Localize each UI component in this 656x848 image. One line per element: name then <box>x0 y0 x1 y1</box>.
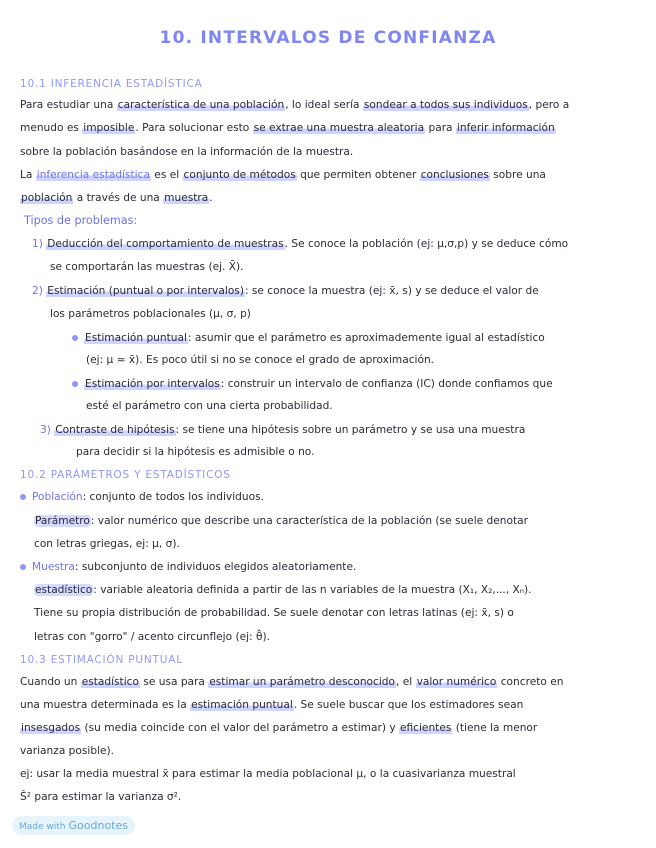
bullet-item: Estimación puntual: asumir que el parámetro es aproximademente igual al estadístico <box>72 333 545 344</box>
paragraph-line: ej: usar la media muestral x̄ para estimar la media poblacional μ, o la cuasivarianza muestral <box>20 768 516 780</box>
paragraph-line: La inferencia estadística es el conjunto de métodos que permiten obtener conclusiones sobre una <box>20 169 546 181</box>
paragraph-line: varianza posible). <box>20 745 115 757</box>
definition-line: estadístico: variable aleatoria definida a partir de las n variables de la muestra (X₁, X₂,..., Xₙ). <box>35 584 532 596</box>
paragraph-line: sobre la población basándose en la información de la muestra. <box>20 146 354 158</box>
section-heading-inferencia: 10.1 INFERENCIA ESTADÍSTICA <box>20 78 203 90</box>
paragraph-line: insesgados (su media coincide con el valor del parámetro a estimar) y eficientes (tiene la menor <box>21 722 538 734</box>
bullet-item: Estimación por intervalos: construir un intervalo de confianza (IC) donde confiamos que <box>72 379 553 390</box>
tipos-heading: Tipos de problemas: <box>24 214 138 227</box>
paragraph-line: Ŝ² para estimar la varianza σ². <box>20 791 182 803</box>
paragraph-line: Para estudiar una característica de una población, lo ideal sería sondear a todos sus individuos, pero a <box>20 99 570 111</box>
definition-line: con letras griegas, ej: μ, σ). <box>34 538 180 550</box>
bullet-item-cont: esté el parámetro con una cierta probabilidad. <box>86 400 333 412</box>
bullet-item-cont: (ej: μ ≈ x̄). Es poco útil si no se conoce el grado de aproximación. <box>86 354 435 366</box>
bullet-dot-icon <box>72 381 78 387</box>
bullet-dot-icon <box>20 564 26 570</box>
list-item: 2) Estimación (puntual o por intervalos): se conoce la muestra (ej: x̄, s) y se deduce el valor de <box>32 285 539 297</box>
definition-line: Parámetro: valor numérico que describe una característica de la población (se suele denotar <box>35 515 528 527</box>
list-item: 1) Deducción del comportamiento de muestras. Se conoce la población (ej: μ,σ,p) y se deduce cómo <box>32 238 569 250</box>
bullet-dot-icon <box>72 335 78 341</box>
definition-line: Muestra: subconjunto de individuos elegidos aleatoriamente. <box>20 562 356 573</box>
paragraph-line: población a través de una muestra. <box>21 192 213 204</box>
page-title: 10. INTERVALOS DE CONFIANZA <box>159 28 497 48</box>
list-item: 3) Contraste de hipótesis: se tiene una hipótesis sobre un parámetro y se usa una muestra <box>40 424 526 436</box>
definition-line: letras con "gorro" / acento circunflejo (ej: θ̂). <box>34 631 270 643</box>
list-item-cont: los parámetros poblacionales (μ, σ, p) <box>50 308 251 320</box>
paragraph-line: menudo es imposible. Para solucionar esto se extrae una muestra aleatoria para inferir información <box>20 122 555 134</box>
definition-line: Población: conjunto de todos los individuos. <box>20 492 264 503</box>
section-heading-parametros: 10.2 PARÁMETROS Y ESTADÍSTICOS <box>20 469 231 481</box>
list-item-cont: se comportarán las muestras (ej. X̄). <box>50 261 244 273</box>
paragraph-line: una muestra determinada es la estimación puntual. Se suele buscar que los estimadores sean <box>20 699 524 711</box>
section-heading-estimacion: 10.3 ESTIMACIÓN PUNTUAL <box>20 654 183 666</box>
list-item-cont: para decidir si la hipótesis es admisible o no. <box>76 446 315 458</box>
goodnotes-badge: Made with Goodnotes <box>12 816 135 835</box>
paragraph-line: Cuando un estadístico se usa para estimar un parámetro desconocido, el valor numérico concreto en <box>20 676 564 688</box>
definition-line: Tiene su propia distribución de probabilidad. Se suele denotar con letras latinas (ej: x̄, s) o <box>34 607 514 619</box>
bullet-dot-icon <box>20 494 26 500</box>
